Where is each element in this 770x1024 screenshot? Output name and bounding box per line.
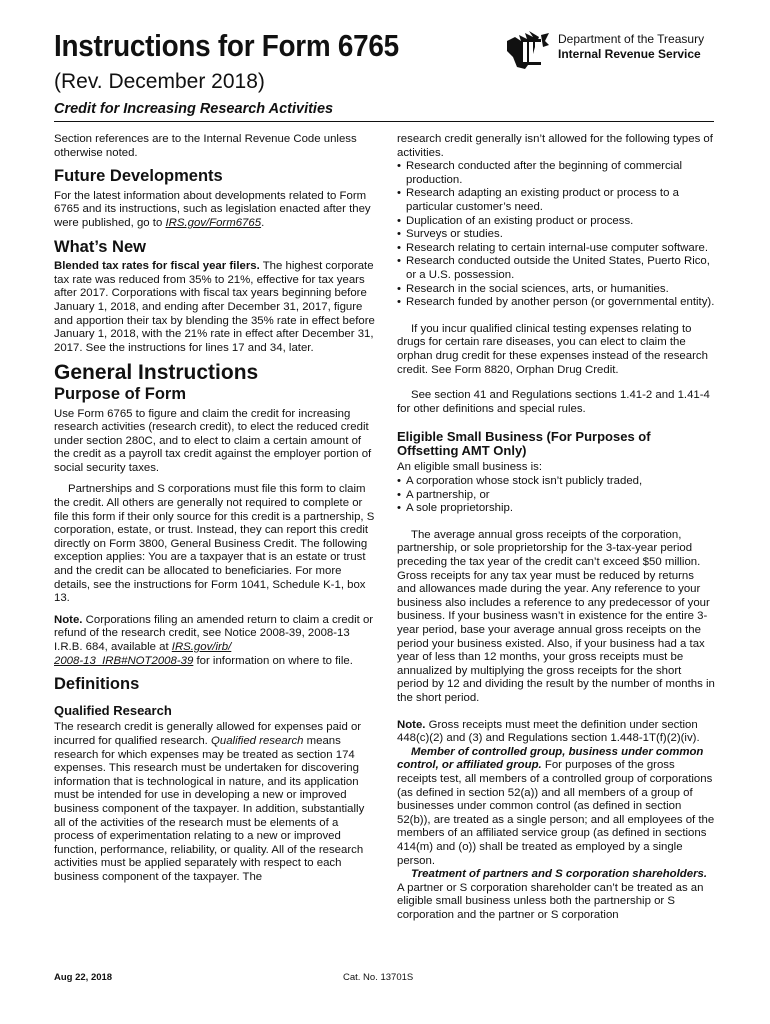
agency-department: Department of the Treasury — [558, 32, 705, 46]
irb-link-part1[interactable]: IRS.gov/irb/ — [171, 641, 232, 653]
partners-paragraph — [397, 868, 715, 922]
future-text-end: . — [261, 216, 265, 229]
list-item: • Research conducted after the beginning of commercial production. — [397, 160, 715, 187]
purpose-paragraph-1: Use Form 6765 to figure and claim the credit for increasing research activities (research credit), to elect the reduced credit under section 280C, and to elect to claim a certain amount of the credit as a payroll tax credit against the employer portion of social security taxes. — [54, 407, 372, 474]
qualified-text-rest: means research for which expenses may be treated as section 174 expenses. This research must be undertaken for discovering information that is technological in nature, and its application must be intended for use in developing a new or improved business component of the taxpayer. In addition, substantially all of the activities of the research must be elements of a process of experimentation relating to a new or improved function, performance, reliability, or quality. All of the research activities must be applied separately with respect to each business component of the taxpayer. The — [54, 734, 365, 883]
note2-lead: Note. — [397, 718, 426, 731]
purpose-paragraph-2: Partnerships and S corporations must file this form to claim the credit. All others are generally not required to complete or file this form if their only source for this credit is a partnership, S corporation, estate, or trust. Instead, they can report this credit directly on Form 3800, General Business Credit. The following exception applies: You are a taxpayer that is an estate or trust and the credit can be allocated to beneficiaries. For more details, see the instructions for Form 1041, Schedule K-1, box 13. — [54, 483, 375, 605]
excluded-activities-list — [397, 160, 715, 310]
agency-service: Internal Revenue Service — [558, 47, 701, 61]
esb-list — [397, 475, 715, 516]
page-header — [0, 0, 770, 130]
clinical-testing-paragraph: If you incur qualified clinical testing expenses relating to drugs for certain rare diseases, you can elect to claim the orphan drug credit for these expenses instead of the research credit. See Form 8820, Orphan Drug Credit. — [397, 322, 708, 376]
partners-lead: Treatment of partners and S corporation shareholders. — [411, 868, 708, 881]
footer-date: Aug 22, 2018 — [54, 972, 113, 983]
header-divider — [54, 121, 714, 122]
definitions-heading: Definitions — [54, 675, 140, 694]
general-instructions-heading: General Instructions — [54, 361, 259, 385]
list-item: • Research funded by another person (or governmental entity). — [397, 296, 715, 310]
future-developments-heading: Future Developments — [54, 167, 223, 186]
amended-return-note — [54, 614, 378, 668]
list-item: • A sole proprietorship. — [397, 502, 715, 516]
esb-intro: An eligible small business is: — [397, 461, 542, 474]
partners-body: A partner or S corporation shareholder can’t be treated as an eligible small business unless both the partnership or S corporation and the partner or S corporation — [397, 881, 704, 921]
qualified-research-heading: Qualified Research — [54, 702, 172, 718]
list-item: • Duplication of an existing product or process. — [397, 215, 715, 229]
irs-eagle-logo-icon — [505, 31, 551, 71]
blended-rates-lead: Blended tax rates for fiscal year filers. — [54, 260, 260, 273]
qualified-text-start: The research credit is generally allowed for expenses paid or incurred for qualified research. — [54, 721, 362, 747]
form-subtitle: Credit for Increasing Research Activities — [54, 101, 334, 117]
list-item: • A partnership, or — [397, 489, 715, 503]
revision-date: (Rev. December 2018) — [54, 70, 265, 93]
gross-receipts-note — [397, 719, 715, 746]
see-section-paragraph: See section 41 and Regulations sections 1.41-2 and 1.41-4 for other definitions and special rules. — [397, 389, 710, 415]
note2-body: Gross receipts must meet the definition under section 448(c)(2) and (3) and Regulations section 1.448-1T(f)(2)(iv). — [397, 718, 700, 745]
list-item: • Research conducted outside the United States, Puerto Rico, or a U.S. possession. — [397, 255, 715, 282]
intro-text: Section references are to the Internal Revenue Code unless otherwise noted. — [54, 133, 357, 159]
future-text: For the latest information about developments related to Form 6765 and its instructions, such as legislation enacted after they were published, go to — [54, 189, 371, 229]
eligible-small-business-heading: Eligible Small Business (For Purposes of Offsetting AMT Only) — [397, 429, 651, 458]
list-item: • Surveys or studies. — [397, 228, 715, 242]
right-column — [397, 133, 715, 922]
list-item: • Research adapting an existing product or process to a particular customer’s need. — [397, 187, 715, 214]
footer-catalog-number: Cat. No. 13701S — [343, 972, 414, 983]
list-item: • Research in the social sciences, arts, or humanities. — [397, 283, 715, 297]
list-item: • A corporation whose stock isn’t publicly traded, — [397, 475, 715, 489]
left-column — [54, 133, 378, 885]
blended-rates-body: The highest corporate tax rate was reduced from 35% to 21%, effective for tax years after 2017. Corporations with fiscal tax years beginning before January 1, 2018, and ending after December 31, 2017, figure and apportion their tax by blending the 35% rate in effect before January 1, 2018, with the 21% rate in effect after December 31, 2017. See the instructions for lines 17 and 34, later. — [54, 260, 375, 354]
document-title: Instructions for Form 6765 — [54, 28, 399, 63]
controlled-group-lead: Member of controlled group, business under common control, or affiliated group. — [397, 745, 704, 772]
note-body-end: for information on where to file. — [193, 654, 353, 667]
qualified-term: Qualified research — [211, 734, 304, 747]
future-developments-text — [54, 190, 378, 231]
agency-name — [558, 32, 704, 62]
form6765-link[interactable]: IRS.gov/Form6765 — [165, 216, 262, 229]
gross-receipts-paragraph: The average annual gross receipts of the corporation, partnership, or sole proprietorship for the 3-tax-year period preceding the tax year of the credit can’t exceed $50 million. Gross receipts for any tax year must be reduced by returns and allowances made during the year. Any reference to your business also includes a reference to any predecessor of your business. If your business wasn’t in existence for the entire 3-year period, base your average annual gross receipts on the period your business existed. Also, if your business had a tax year of less than 12 months, your gross receipts must be annualized by multiplying the gross receipts for the short period by 12 and dividing the result by the number of months in the short period. — [397, 528, 715, 704]
list-item: • Research relating to certain internal-use computer software. — [397, 242, 715, 256]
note-lead: Note. — [54, 613, 83, 626]
purpose-of-form-heading: Purpose of Form — [54, 384, 187, 403]
continued-text: research credit generally isn’t allowed for the following types of activities. — [397, 133, 713, 159]
irb-link-part2[interactable]: 2008-13_IRB#NOT2008-39 — [54, 654, 194, 667]
qualified-research-text — [54, 721, 378, 884]
controlled-group-paragraph — [397, 746, 715, 868]
note-body: Corporations filing an amended return to claim a credit or refund of the research credit, see Notice 2008-39, 2008-13 I.R.B. 684, available at — [54, 613, 374, 653]
blended-rates-text — [54, 260, 378, 355]
controlled-group-body: For purposes of the gross receipts test, all members of a controlled group of corporations (as defined in section 52(a)) and all members of a group of businesses under common control (as defined in section 52(b)), are treated as a single person; and all employees of the members of an affiliated service group (as defined in sections 414(m) and (o)) shall be treated as employed by a single person. — [397, 759, 715, 867]
whats-new-heading: What’s New — [54, 237, 146, 256]
